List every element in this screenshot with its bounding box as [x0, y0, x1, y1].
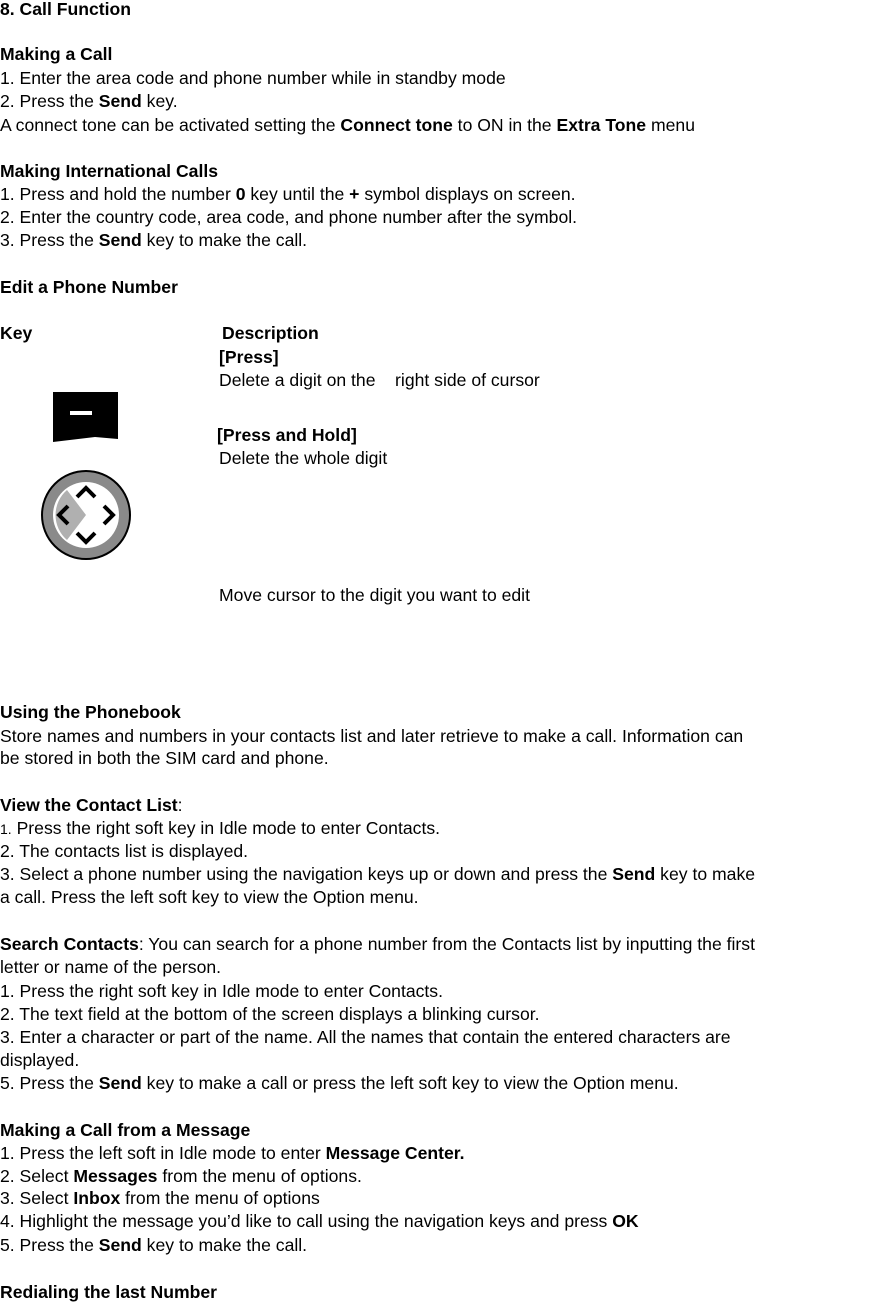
bold-text: Making a Call	[0, 44, 113, 64]
text-line	[0, 0, 131, 19]
text-line	[0, 207, 577, 227]
bold-text: OK	[612, 1211, 639, 1231]
text-line	[0, 702, 181, 722]
text-segment: 1. Enter the area code and phone number while in standby mode	[0, 68, 506, 88]
text-line	[219, 347, 279, 367]
bold-text: Using the Phonebook	[0, 702, 181, 722]
text-segment: Delete the whole digit	[219, 448, 388, 468]
text-segment: Store names and numbers in your contacts list and later retrieve to make a call. Information can	[0, 726, 744, 746]
text-segment: key until the	[245, 184, 350, 204]
text-line	[0, 1282, 217, 1302]
text-line	[0, 1004, 540, 1024]
text-line	[0, 44, 112, 64]
bold-text: [Press and Hold]	[217, 425, 357, 445]
bold-text: Search Contacts	[0, 934, 139, 954]
text-line	[0, 91, 178, 111]
text-line	[0, 818, 440, 839]
text-line	[0, 1050, 79, 1070]
text-line	[0, 323, 32, 343]
text-line	[0, 748, 329, 768]
text-segment: menu	[646, 115, 695, 135]
text-line	[0, 230, 307, 250]
bold-text: Connect tone	[340, 115, 453, 135]
text-line	[0, 726, 743, 746]
text-line	[0, 184, 576, 204]
text-segment: from the menu of options	[120, 1188, 320, 1208]
bold-text: +	[349, 184, 360, 204]
bold-text: Send	[98, 1235, 142, 1255]
text-segment: 2. Select	[0, 1166, 74, 1186]
text-line	[217, 425, 357, 445]
bold-text: View the Contact List	[0, 795, 178, 815]
bold-text: 8. Call Function	[0, 0, 131, 19]
text-line	[0, 161, 218, 181]
text-segment: A connect tone can be activated setting the	[0, 115, 341, 135]
text-line	[0, 1166, 362, 1186]
text-line	[0, 1027, 731, 1047]
bold-text: Edit a Phone Number	[0, 277, 178, 297]
text-line	[0, 864, 755, 884]
bold-text: Send	[98, 1073, 142, 1093]
text-segment: :	[177, 795, 183, 815]
text-segment: : You can search for a phone number from the Contacts list by inputting the first	[138, 934, 755, 954]
bold-text: Send	[612, 864, 656, 884]
text-segment: Press the right soft key in Idle mode to enter Contacts.	[11, 818, 441, 838]
text-segment: 3. Press the	[0, 230, 99, 250]
text-segment: key to make	[655, 864, 756, 884]
text-segment: letter or name of the person.	[0, 957, 222, 977]
text-segment: 4. Highlight the message you’d like to call using the navigation keys and press	[0, 1211, 613, 1231]
text-segment: 3. Enter a character or part of the name. All the names that contain the entered characters are	[0, 1027, 731, 1047]
text-line	[0, 277, 178, 297]
text-segment: 2. Enter the country code, area code, and phone number after the symbol.	[0, 207, 578, 227]
text-line	[0, 1235, 307, 1255]
text-segment: displayed.	[0, 1050, 80, 1070]
text-line	[0, 1120, 250, 1140]
text-segment: 1. Press the right soft key in Idle mode to enter Contacts.	[0, 981, 443, 1001]
text-segment: Delete a digit on the right side of cursor	[219, 370, 540, 390]
text-line	[0, 1188, 320, 1208]
bold-text: Extra Tone	[556, 115, 647, 135]
text-line	[0, 1143, 465, 1163]
text-segment: key to make a call or press the left soft key to view the Option menu.	[141, 1073, 679, 1093]
text-segment: 3. Select a phone number using the navigation keys up or down and press the	[0, 864, 613, 884]
text-segment: key to make the call.	[141, 1235, 308, 1255]
text-line	[0, 1211, 639, 1231]
text-segment: to ON in the	[452, 115, 557, 135]
text-line	[219, 448, 387, 468]
text-line	[0, 934, 755, 954]
text-segment: be stored in both the SIM card and phone.	[0, 748, 329, 768]
text-line	[0, 981, 443, 1001]
text-segment: 3. Select	[0, 1188, 74, 1208]
bold-text: Redialing the last Number	[0, 1282, 218, 1302]
text-line	[0, 841, 248, 861]
text-line	[0, 887, 419, 907]
bold-text: Making a Call from a Message	[0, 1120, 251, 1140]
text-segment: 5. Press the	[0, 1235, 99, 1255]
navigation-key-icon	[40, 469, 132, 561]
text-segment: 1.	[0, 821, 12, 837]
text-line	[0, 1073, 679, 1093]
text-segment: key to make the call.	[141, 230, 308, 250]
bold-text: [Press]	[219, 347, 279, 367]
text-segment: 2. Press the	[0, 91, 99, 111]
text-segment: 2. The text field at the bottom of the screen displays a blinking cursor.	[0, 1004, 540, 1024]
text-line	[0, 795, 183, 815]
text-segment: 1. Press and hold the number	[0, 184, 236, 204]
bold-text: Send	[98, 91, 142, 111]
bold-text: Inbox	[73, 1188, 121, 1208]
bold-text: Description	[222, 323, 319, 343]
text-line	[219, 370, 540, 390]
bold-text: Messages	[73, 1166, 158, 1186]
text-segment: key.	[141, 91, 178, 111]
text-segment: a call. Press the left soft key to view the Option menu.	[0, 887, 419, 907]
text-segment: 5. Press the	[0, 1073, 99, 1093]
bold-text: Making International Calls	[0, 161, 219, 181]
text-segment: 1. Press the left soft in Idle mode to enter	[0, 1143, 326, 1163]
bold-text: Send	[98, 230, 142, 250]
text-line	[0, 68, 506, 88]
text-segment: Move cursor to the digit you want to edit	[219, 585, 530, 605]
bold-text: Key	[0, 323, 33, 343]
text-line	[0, 957, 221, 977]
bold-text: Message Center.	[325, 1143, 465, 1163]
text-segment: symbol displays on screen.	[359, 184, 576, 204]
text-line	[0, 115, 695, 135]
text-line	[219, 585, 530, 605]
text-segment: 2. The contacts list is displayed.	[0, 841, 249, 861]
clear-key-icon	[50, 392, 118, 442]
text-line	[222, 323, 319, 343]
bold-text: 0	[235, 184, 246, 204]
text-segment: from the menu of options.	[157, 1166, 362, 1186]
